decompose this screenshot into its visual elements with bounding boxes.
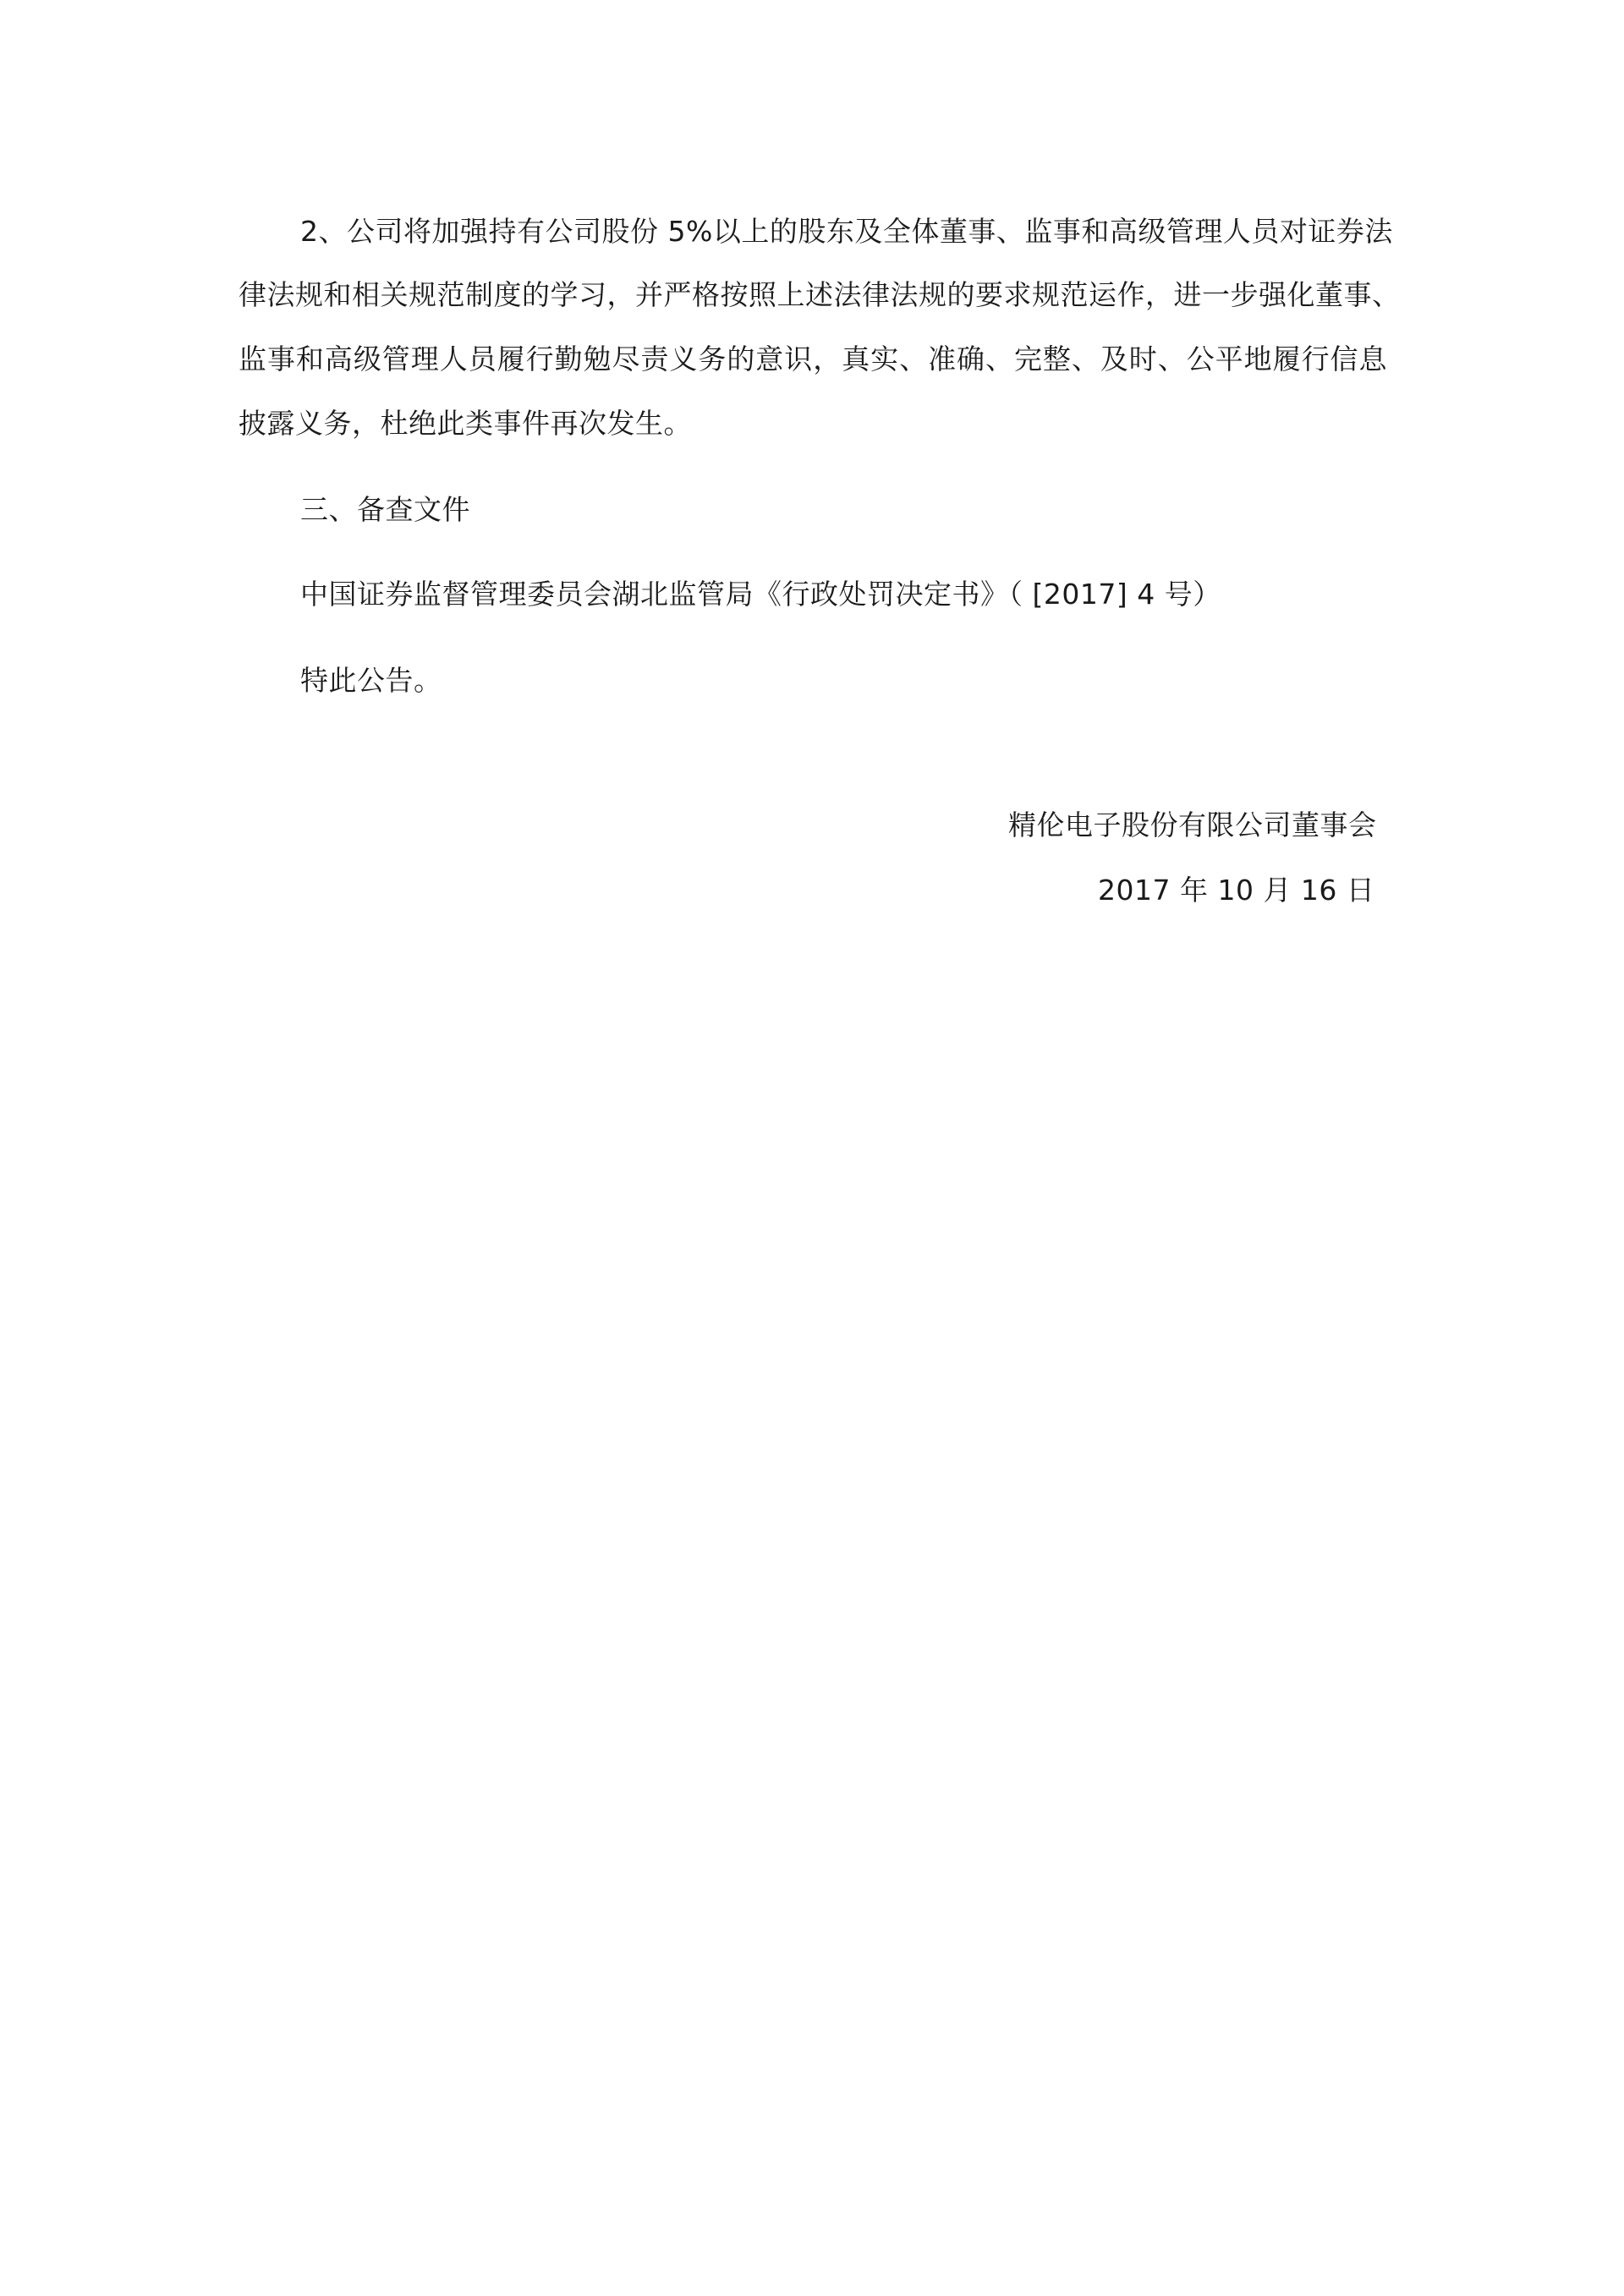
section-3-heading: 三、备查文件 (300, 493, 470, 526)
paragraph-2-line-2: 律法规和相关规范制度的学习，并严格按照上述法律法规的要求规范运作，进一步强化董事、 (239, 278, 1401, 311)
paragraph-2-line-3: 监事和高级管理人员履行勤勉尽责义务的意识，真实、准确、完整、及时、公平地履行信息 (239, 342, 1387, 375)
closing-statement: 特此公告。 (300, 664, 442, 697)
paragraph-2-line-1: 2、公司将加强持有公司股份 5%以上的股东及全体董事、监事和高级管理人员对证券法 (300, 215, 1393, 248)
paragraph-2-line-4: 披露义务，杜绝此类事件再次发生。 (239, 407, 692, 440)
signature-organization: 精伦电子股份有限公司董事会 (1008, 808, 1377, 841)
signature-date: 2017 年 10 月 16 日 (1098, 874, 1375, 907)
reference-document: 中国证券监督管理委员会湖北监管局《行政处罚决定书》（ [2017] 4 号） (300, 578, 1221, 611)
